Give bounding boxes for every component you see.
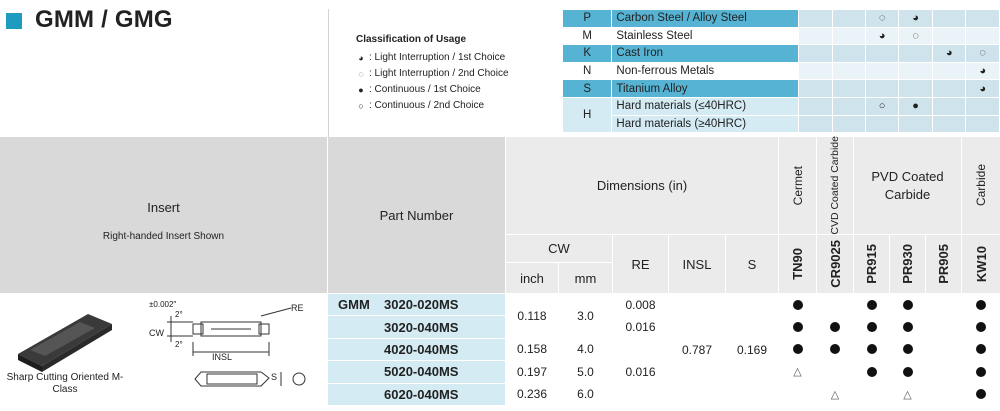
grade-mark <box>865 45 899 63</box>
dimensions-header: Dimensions (in) <box>506 137 778 234</box>
legend-text: : Continuous / 1st Choice <box>369 84 481 95</box>
grade-availability-cell <box>817 316 853 337</box>
filled-circle-icon <box>793 344 803 354</box>
filled-circle-icon <box>830 322 840 332</box>
cw-mm-value: 4.0 <box>559 339 612 360</box>
grade-availability-cell <box>926 384 961 405</box>
grade-availability-cell <box>962 361 1000 382</box>
re-label: RE <box>291 303 304 313</box>
grade-availability-cell <box>890 361 925 382</box>
insert-photo-panel <box>0 294 130 406</box>
grade-availability-cell <box>962 384 1000 405</box>
insl-value: 0.787 <box>669 294 725 405</box>
angle-label-top: 2° <box>175 310 183 319</box>
insert-photo <box>0 294 130 374</box>
cw-mm-value: 5.0 <box>559 361 612 382</box>
carbide-header <box>962 137 1000 234</box>
cw-mm-value: 3.0 <box>559 294 612 338</box>
grade-mark: ◕ <box>865 27 899 45</box>
grade-mark <box>932 27 966 45</box>
grade-mark <box>899 62 933 80</box>
grade-availability-cell <box>926 294 961 315</box>
grade-availability-cell <box>926 316 961 337</box>
filled-circle-icon <box>867 344 877 354</box>
filled-circle-icon <box>793 322 803 332</box>
material-row <box>563 27 1000 45</box>
grade-mark <box>932 62 966 80</box>
cermet-header <box>779 137 816 234</box>
grade-availability-cell <box>890 339 925 360</box>
filled-circle-icon <box>976 322 986 332</box>
cw-inch-value: 0.197 <box>506 361 558 382</box>
material-name: Hard materials (≤40HRC) <box>612 97 799 115</box>
grade-availability-cell <box>779 316 816 337</box>
grade-availability-cell <box>817 339 853 360</box>
grade-mark <box>798 62 832 80</box>
part-number: 6020-040MS <box>384 386 459 402</box>
open-circle-icon: ○ <box>358 100 364 111</box>
grade-header-tn90 <box>779 235 816 293</box>
material-row <box>563 10 1000 28</box>
grade-mark <box>833 45 866 63</box>
grade-mark <box>798 10 832 28</box>
grade-availability-cell <box>779 339 816 360</box>
filled-circle-icon <box>793 300 803 310</box>
filled-circle-icon <box>903 322 913 332</box>
insert-header-sub: Right-handed Insert Shown <box>102 231 225 242</box>
cvd-label: CVD Coated Carbide <box>829 136 841 235</box>
usage-legend-title: Classification of Usage <box>356 34 467 45</box>
grade-mark <box>798 80 832 98</box>
grade-availability-cell <box>926 339 961 360</box>
grade-mark <box>966 97 1000 115</box>
page-title: GMM / GMG <box>35 6 173 33</box>
grade-mark <box>932 10 966 28</box>
grade-mark <box>833 80 866 98</box>
insert-drawing-panel <box>131 294 327 406</box>
grade-header-pr930 <box>890 235 925 293</box>
insert-header-label: Insert <box>147 200 180 215</box>
grade-mark <box>865 62 899 80</box>
grade-mark: ● <box>899 97 933 115</box>
filled-circle-icon <box>867 300 877 310</box>
legend-text: : Continuous / 2nd Choice <box>369 100 485 111</box>
grade-availability-cell <box>854 316 889 337</box>
grade-header-pr915 <box>854 235 889 293</box>
part-number: 3020-040MS <box>384 319 459 335</box>
material-code: M <box>563 27 612 45</box>
grade-mark <box>833 62 866 80</box>
grade-availability-cell <box>890 384 925 405</box>
grade-availability-cell <box>817 294 853 315</box>
material-row <box>563 115 1000 133</box>
grade-mark <box>833 10 866 28</box>
triangle-icon: △ <box>793 366 802 379</box>
grade-label: PR930 <box>900 244 915 284</box>
grade-mark <box>899 45 933 63</box>
usage-legend <box>328 9 562 137</box>
grade-availability-cell <box>854 361 889 382</box>
grade-mark <box>899 80 933 98</box>
cw-tolerance-label: ±0.002″ <box>149 300 177 309</box>
grade-mark: ◕ <box>966 80 1000 98</box>
grade-mark <box>833 27 866 45</box>
grade-header-cr9025 <box>817 235 853 293</box>
grade-availability-cell <box>926 361 961 382</box>
grade-label: CR9025 <box>827 240 843 288</box>
grade-availability-cell <box>779 384 816 405</box>
part-number: 3020-020MS <box>384 297 459 313</box>
grade-availability-cell <box>962 339 1000 360</box>
part-number-cell <box>328 361 505 382</box>
material-code: S <box>563 80 612 98</box>
grade-mark: ◕ <box>899 10 933 28</box>
part-number-cell <box>328 384 505 405</box>
material-table <box>562 9 1000 133</box>
grade-availability-cell <box>854 294 889 315</box>
grade-mark <box>798 115 832 133</box>
filled-circle-icon <box>976 344 986 354</box>
grade-label: PR905 <box>936 244 951 284</box>
grade-mark: ◕ <box>932 45 966 63</box>
grade-availability-cell <box>817 361 853 382</box>
grade-mark: ◌ <box>966 45 1000 63</box>
grade-label: KW10 <box>973 245 989 283</box>
grade-header-pr905 <box>926 235 961 293</box>
filled-circle-icon <box>976 389 986 399</box>
insl-label: INSL <box>212 352 233 362</box>
grade-availability-cell <box>962 316 1000 337</box>
cw-inch-value: 0.118 <box>506 294 558 338</box>
series-prefix: GMM <box>338 297 370 313</box>
material-row <box>563 97 1000 115</box>
material-name: Carbon Steel / Alloy Steel <box>612 10 799 28</box>
grade-availability-cell <box>779 361 816 382</box>
re-value: 0.016 <box>613 316 668 337</box>
triangle-icon: △ <box>903 388 912 401</box>
grade-mark <box>966 115 1000 133</box>
s-value: 0.169 <box>726 294 778 405</box>
grade-mark <box>798 97 832 115</box>
cw-mm-value: 6.0 <box>559 384 612 405</box>
grade-mark <box>932 80 966 98</box>
cw-inch-value: 0.236 <box>506 384 558 405</box>
part-number-header: Part Number <box>328 137 505 293</box>
grade-mark <box>798 45 832 63</box>
part-number-cell <box>328 316 505 337</box>
grade-label: TN90 <box>790 248 805 280</box>
material-name: Non-ferrous Metals <box>612 62 799 80</box>
pvd-header: PVD Coated Carbide <box>854 137 961 234</box>
grade-mark <box>833 115 866 133</box>
material-name: Cast Iron <box>612 45 799 63</box>
grade-mark <box>966 27 1000 45</box>
grade-mark: ○ <box>865 97 899 115</box>
cw-header: CW <box>506 235 612 262</box>
part-number: 4020-040MS <box>384 341 459 357</box>
filled-circle-icon <box>830 344 840 354</box>
filled-circle-icon <box>976 367 986 377</box>
filled-circle-icon <box>903 344 913 354</box>
grade-mark: ◕ <box>966 62 1000 80</box>
material-row <box>563 62 1000 80</box>
grade-label: PR915 <box>864 244 879 284</box>
material-code: P <box>563 10 612 28</box>
grade-availability-cell <box>890 294 925 315</box>
angle-label-bottom: 2° <box>175 340 183 349</box>
grade-availability-cell <box>962 294 1000 315</box>
material-code: H <box>563 97 612 132</box>
material-name: Hard materials (≥40HRC) <box>612 115 799 133</box>
cw-inch-header: inch <box>506 263 558 293</box>
re-header: RE <box>613 235 668 293</box>
triangle-icon: △ <box>830 388 840 401</box>
filled-circle-icon: ● <box>358 84 364 95</box>
grade-mark <box>899 115 933 133</box>
cermet-label: Cermet <box>790 165 805 206</box>
material-code: N <box>563 62 612 80</box>
filled-circle-icon <box>903 367 913 377</box>
insl-header: INSL <box>669 235 725 293</box>
filled-circle-icon <box>976 300 986 310</box>
material-name: Titanium Alloy <box>612 80 799 98</box>
material-name: Stainless Steel <box>612 27 799 45</box>
grade-availability-cell <box>817 384 853 405</box>
grade-availability-cell <box>779 294 816 315</box>
grade-mark <box>932 115 966 133</box>
open-circle-light-icon: ◌ <box>358 68 364 79</box>
filled-circle-icon <box>867 367 877 377</box>
grade-mark <box>798 27 832 45</box>
material-row <box>563 45 1000 63</box>
carbide-label: Carbide <box>974 164 988 207</box>
grade-mark <box>966 10 1000 28</box>
half-filled-circle-icon: ◕ <box>358 52 364 63</box>
cw-inch-value: 0.158 <box>506 339 558 360</box>
grade-mark <box>833 97 866 115</box>
legend-text: : Light Interruption / 2nd Choice <box>369 68 509 79</box>
grade-mark <box>932 97 966 115</box>
legend-item <box>356 100 484 111</box>
title-marker <box>6 13 22 29</box>
cw-label: CW <box>149 328 164 338</box>
legend-item <box>356 68 509 79</box>
legend-text: : Light Interruption / 1st Choice <box>369 52 506 63</box>
re-value: 0.008 <box>613 294 668 315</box>
grade-availability-cell <box>890 316 925 337</box>
filled-circle-icon <box>903 300 913 310</box>
s-header: S <box>726 235 778 293</box>
part-number: 5020-040MS <box>384 364 459 380</box>
insert-header <box>0 137 327 293</box>
grade-mark <box>865 80 899 98</box>
grade-availability-cell <box>854 339 889 360</box>
cvd-header <box>817 137 853 234</box>
part-number-cell <box>328 339 505 360</box>
material-row <box>563 80 1000 98</box>
cw-mm-header: mm <box>559 263 612 293</box>
material-code: K <box>563 45 612 63</box>
legend-item <box>356 52 505 63</box>
grade-availability-cell <box>854 384 889 405</box>
s-label: S <box>271 372 278 382</box>
grade-mark: ◌ <box>865 10 899 28</box>
part-number-cell <box>328 294 505 315</box>
grade-mark <box>865 115 899 133</box>
re-value: 0.016 <box>613 339 668 405</box>
grade-header-kw10 <box>962 235 1000 293</box>
insert-caption: Sharp Cutting Oriented M-Class <box>6 372 124 395</box>
grade-mark: ◌ <box>899 27 933 45</box>
filled-circle-icon <box>867 322 877 332</box>
legend-item <box>356 84 481 95</box>
